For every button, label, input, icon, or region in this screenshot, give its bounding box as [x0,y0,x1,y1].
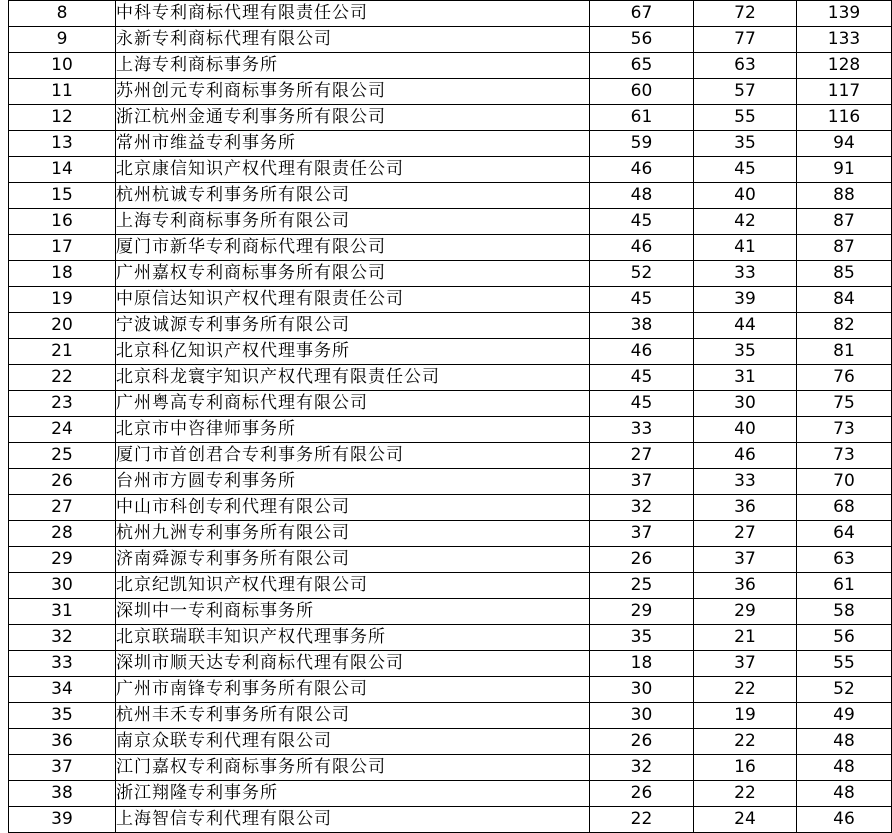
count-b-cell: 35 [694,339,797,365]
count-b-cell: 44 [694,313,797,339]
count-a-cell: 26 [590,781,694,807]
rank-cell: 37 [9,755,116,781]
total-cell: 52 [797,677,892,703]
total-cell: 75 [797,391,892,417]
count-b-cell: 40 [694,417,797,443]
agency-name-cell: 浙江杭州金通专利事务所有限公司 [116,105,590,131]
table-row [9,417,892,443]
agency-name-cell: 浙江翔隆专利事务所 [116,781,590,807]
table-row [9,443,892,469]
total-cell: 128 [797,53,892,79]
count-a-cell: 26 [590,547,694,573]
table-row [9,599,892,625]
total-cell: 88 [797,183,892,209]
count-a-cell: 46 [590,339,694,365]
agency-name-cell: 中山市科创专利代理有限公司 [116,495,590,521]
rank-cell: 33 [9,651,116,677]
count-b-cell: 77 [694,27,797,53]
agency-name-cell: 常州市维益专利事务所 [116,131,590,157]
total-cell: 81 [797,339,892,365]
table-row [9,755,892,781]
total-cell: 91 [797,157,892,183]
count-a-cell: 32 [590,755,694,781]
total-cell: 85 [797,261,892,287]
total-cell: 76 [797,365,892,391]
rank-cell: 23 [9,391,116,417]
rank-cell: 17 [9,235,116,261]
count-a-cell: 46 [590,235,694,261]
table-row [9,27,892,53]
rank-cell: 14 [9,157,116,183]
count-b-cell: 19 [694,703,797,729]
count-b-cell: 21 [694,625,797,651]
count-b-cell: 37 [694,547,797,573]
count-a-cell: 18 [590,651,694,677]
count-a-cell: 30 [590,703,694,729]
agency-name-cell: 深圳中一专利商标事务所 [116,599,590,625]
rank-cell: 28 [9,521,116,547]
count-a-cell: 27 [590,443,694,469]
count-b-cell: 45 [694,157,797,183]
count-a-cell: 67 [590,1,694,27]
count-a-cell: 25 [590,573,694,599]
rank-cell: 34 [9,677,116,703]
total-cell: 68 [797,495,892,521]
rank-cell: 9 [9,27,116,53]
count-b-cell: 42 [694,209,797,235]
rank-cell: 18 [9,261,116,287]
rank-cell: 36 [9,729,116,755]
table-row [9,339,892,365]
agency-name-cell: 广州市南锋专利事务所有限公司 [116,677,590,703]
table-row [9,235,892,261]
count-b-cell: 39 [694,287,797,313]
count-a-cell: 45 [590,391,694,417]
table-row [9,261,892,287]
table-row [9,365,892,391]
agency-name-cell: 江门嘉权专利商标事务所有限公司 [116,755,590,781]
count-a-cell: 46 [590,157,694,183]
count-a-cell: 37 [590,469,694,495]
rank-cell: 29 [9,547,116,573]
rank-cell: 31 [9,599,116,625]
rank-cell: 16 [9,209,116,235]
count-b-cell: 33 [694,261,797,287]
count-b-cell: 36 [694,573,797,599]
total-cell: 87 [797,209,892,235]
rank-cell: 24 [9,417,116,443]
agency-name-cell: 厦门市首创君合专利事务所有限公司 [116,443,590,469]
total-cell: 48 [797,729,892,755]
rank-cell: 12 [9,105,116,131]
table-row [9,105,892,131]
total-cell: 73 [797,417,892,443]
count-a-cell: 33 [590,417,694,443]
count-b-cell: 30 [694,391,797,417]
table-row [9,495,892,521]
rank-cell: 32 [9,625,116,651]
total-cell: 84 [797,287,892,313]
total-cell: 133 [797,27,892,53]
agency-name-cell: 厦门市新华专利商标代理有限公司 [116,235,590,261]
count-a-cell: 45 [590,209,694,235]
agency-name-cell: 北京市中咨律师事务所 [116,417,590,443]
count-b-cell: 72 [694,1,797,27]
count-b-cell: 31 [694,365,797,391]
total-cell: 64 [797,521,892,547]
table-row [9,677,892,703]
rank-cell: 10 [9,53,116,79]
count-a-cell: 59 [590,131,694,157]
agency-name-cell: 中原信达知识产权代理有限责任公司 [116,287,590,313]
count-a-cell: 52 [590,261,694,287]
table-row [9,625,892,651]
table-row [9,313,892,339]
agency-name-cell: 杭州九洲专利事务所有限公司 [116,521,590,547]
total-cell: 46 [797,807,892,833]
table-row [9,573,892,599]
table-row [9,729,892,755]
rank-cell: 35 [9,703,116,729]
rank-cell: 21 [9,339,116,365]
agency-name-cell: 北京科龙寰宇知识产权代理有限责任公司 [116,365,590,391]
agency-name-cell: 上海智信专利代理有限公司 [116,807,590,833]
table-row [9,703,892,729]
agency-name-cell: 上海专利商标事务所有限公司 [116,209,590,235]
table-body [9,1,892,833]
count-b-cell: 37 [694,651,797,677]
agency-name-cell: 苏州创元专利商标事务所有限公司 [116,79,590,105]
table-row [9,131,892,157]
count-a-cell: 22 [590,807,694,833]
agency-name-cell: 南京众联专利代理有限公司 [116,729,590,755]
agency-name-cell: 宁波诚源专利事务所有限公司 [116,313,590,339]
count-a-cell: 26 [590,729,694,755]
rank-cell: 30 [9,573,116,599]
total-cell: 70 [797,469,892,495]
count-b-cell: 33 [694,469,797,495]
count-b-cell: 22 [694,781,797,807]
count-a-cell: 45 [590,365,694,391]
agency-name-cell: 杭州丰禾专利事务所有限公司 [116,703,590,729]
count-b-cell: 46 [694,443,797,469]
rank-cell: 39 [9,807,116,833]
total-cell: 117 [797,79,892,105]
count-a-cell: 61 [590,105,694,131]
count-b-cell: 40 [694,183,797,209]
count-b-cell: 29 [694,599,797,625]
agency-name-cell: 深圳市顺天达专利商标代理有限公司 [116,651,590,677]
rank-cell: 25 [9,443,116,469]
total-cell: 87 [797,235,892,261]
agency-name-cell: 济南舜源专利事务所有限公司 [116,547,590,573]
table-row [9,209,892,235]
total-cell: 48 [797,781,892,807]
count-a-cell: 60 [590,79,694,105]
total-cell: 94 [797,131,892,157]
rank-cell: 38 [9,781,116,807]
total-cell: 61 [797,573,892,599]
count-a-cell: 45 [590,287,694,313]
count-b-cell: 22 [694,729,797,755]
count-b-cell: 55 [694,105,797,131]
table-row [9,53,892,79]
table-row [9,391,892,417]
count-b-cell: 35 [694,131,797,157]
table-row [9,157,892,183]
agency-ranking-table [8,0,892,833]
count-a-cell: 56 [590,27,694,53]
total-cell: 82 [797,313,892,339]
rank-cell: 26 [9,469,116,495]
count-b-cell: 22 [694,677,797,703]
count-b-cell: 27 [694,521,797,547]
rank-cell: 20 [9,313,116,339]
agency-name-cell: 中科专利商标代理有限责任公司 [116,1,590,27]
agency-name-cell: 杭州杭诚专利事务所有限公司 [116,183,590,209]
count-b-cell: 16 [694,755,797,781]
rank-cell: 19 [9,287,116,313]
agency-name-cell: 上海专利商标事务所 [116,53,590,79]
total-cell: 139 [797,1,892,27]
count-a-cell: 30 [590,677,694,703]
count-a-cell: 37 [590,521,694,547]
agency-name-cell: 北京纪凯知识产权代理有限公司 [116,573,590,599]
table-row [9,521,892,547]
count-b-cell: 24 [694,807,797,833]
agency-name-cell: 广州粤高专利商标代理有限公司 [116,391,590,417]
total-cell: 48 [797,755,892,781]
count-b-cell: 41 [694,235,797,261]
agency-name-cell: 北京康信知识产权代理有限责任公司 [116,157,590,183]
total-cell: 116 [797,105,892,131]
count-a-cell: 35 [590,625,694,651]
count-a-cell: 29 [590,599,694,625]
count-a-cell: 38 [590,313,694,339]
agency-name-cell: 台州市方圆专利事务所 [116,469,590,495]
table-row [9,287,892,313]
table-row [9,547,892,573]
total-cell: 58 [797,599,892,625]
table-row [9,781,892,807]
count-b-cell: 36 [694,495,797,521]
rank-cell: 22 [9,365,116,391]
agency-name-cell: 广州嘉权专利商标事务所有限公司 [116,261,590,287]
table-row [9,1,892,27]
agency-name-cell: 永新专利商标代理有限公司 [116,27,590,53]
agency-name-cell: 北京联瑞联丰知识产权代理事务所 [116,625,590,651]
rank-cell: 11 [9,79,116,105]
total-cell: 56 [797,625,892,651]
count-a-cell: 32 [590,495,694,521]
count-a-cell: 65 [590,53,694,79]
table-row [9,651,892,677]
table-row [9,469,892,495]
table-row [9,79,892,105]
rank-cell: 13 [9,131,116,157]
count-b-cell: 63 [694,53,797,79]
count-a-cell: 48 [590,183,694,209]
rank-cell: 8 [9,1,116,27]
total-cell: 49 [797,703,892,729]
count-b-cell: 57 [694,79,797,105]
agency-name-cell: 北京科亿知识产权代理事务所 [116,339,590,365]
rank-cell: 15 [9,183,116,209]
table-row [9,183,892,209]
total-cell: 55 [797,651,892,677]
total-cell: 73 [797,443,892,469]
total-cell: 63 [797,547,892,573]
rank-cell: 27 [9,495,116,521]
